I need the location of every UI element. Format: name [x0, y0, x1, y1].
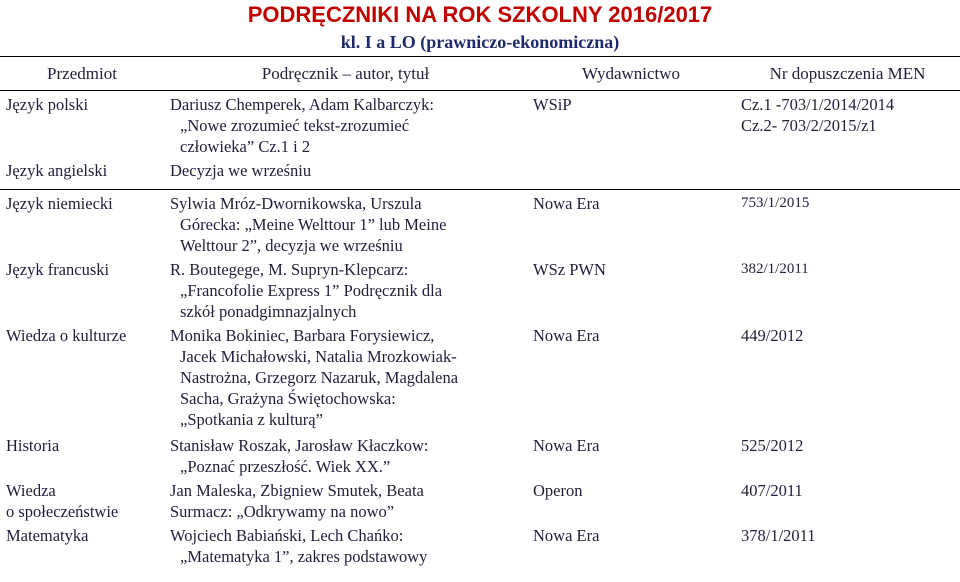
number-line: Cz.1 -703/1/2014/2014	[741, 95, 895, 114]
number-line: Cz.2- 703/2/2015/z1	[741, 116, 877, 135]
table-row	[0, 432, 960, 477]
subject-cell: Historia	[6, 435, 60, 455]
table-row	[0, 256, 960, 322]
book-line: „Matematyka 1”, zakres podstawowy	[180, 546, 428, 566]
subject-cell: Matematyka	[6, 525, 89, 545]
number-cell: 378/1/2011	[741, 525, 816, 545]
book-line: „Francofolie Express 1” Podręcznik dla	[180, 280, 443, 300]
table-row	[0, 322, 960, 432]
number-cell: 753/1/2015	[741, 194, 810, 211]
book-cell	[164, 477, 527, 522]
book-line: Nastrożna, Grzegorz Nazaruk, Magdalena	[180, 367, 459, 387]
publisher-cell: WSz PWN	[533, 259, 606, 279]
subject-line: o społeczeństwie	[6, 501, 119, 521]
header-number: Nr dopuszczenia MEN	[735, 57, 960, 91]
book-line: „Spotkania z kulturą”	[180, 409, 323, 429]
subject-cell	[0, 477, 164, 522]
book-line: „Poznać przeszłość. Wiek XX.”	[180, 456, 391, 476]
book-line: człowieka” Cz.1 i 2	[180, 137, 311, 156]
publisher-cell: Nowa Era	[533, 525, 600, 545]
header-publisher: Wydawnictwo	[527, 57, 735, 91]
class-subtitle: kl. I a LO (prawniczo-ekonomiczna)	[340, 32, 620, 52]
page-title: PODRĘCZNIKI NA ROK SZKOLNY 2016/2017	[247, 2, 713, 27]
subject-cell: Wiedza o kulturze	[6, 325, 127, 345]
book-line: Sacha, Grażyna Świętochowska:	[180, 388, 396, 408]
table-row	[0, 189, 960, 256]
book-cell	[164, 322, 527, 432]
book-line: „Nowe zrozumieć tekst-zrozumieć	[180, 116, 410, 135]
table-row	[0, 157, 960, 189]
number-cell: 407/2011	[741, 480, 803, 500]
book-cell	[164, 522, 527, 567]
book-line: Sylwia Mróz-Dwornikowska, Urszula	[170, 193, 422, 213]
table-row	[0, 522, 960, 567]
subject-line: Wiedza	[6, 480, 56, 500]
book-line: Górecka: „Meine Welttour 1” lub Meine	[180, 214, 447, 234]
publisher-cell	[527, 157, 735, 189]
book-line: R. Boutegege, M. Supryn-Klepcarz:	[170, 259, 409, 279]
header-book: Podręcznik – autor, tytuł	[164, 57, 527, 91]
publisher-cell: Nowa Era	[533, 325, 600, 345]
book-cell	[164, 432, 527, 477]
subject-cell: Język angielski	[0, 157, 164, 189]
book-line: Welttour 2”, decyzja we wrześniu	[180, 235, 403, 255]
textbook-table	[0, 56, 960, 567]
header-subject: Przedmiot	[0, 57, 164, 91]
subject-cell: Język polski	[6, 95, 89, 114]
book-line: szkół ponadgimnazjalnych	[180, 301, 357, 321]
book-line: Dariusz Chemperek, Adam Kalbarczyk:	[170, 95, 434, 114]
subject-cell: Język niemiecki	[6, 193, 113, 213]
book-line: Jan Maleska, Zbigniew Smutek, Beata	[170, 480, 424, 500]
publisher-cell: Operon	[533, 480, 583, 500]
book-line: Wojciech Babiański, Lech Chańko:	[170, 525, 404, 545]
book-line: Monika Bokiniec, Barbara Forysiewicz,	[170, 325, 435, 345]
number-cell: 525/2012	[741, 435, 804, 455]
book-cell: Decyzja we wrześniu	[164, 157, 527, 189]
publisher-cell: Nowa Era	[533, 435, 600, 455]
number-cell	[735, 157, 960, 189]
book-cell	[164, 91, 527, 158]
table-header-row	[0, 57, 960, 91]
book-line: Stanisław Roszak, Jarosław Kłaczkow:	[170, 435, 429, 455]
book-cell	[164, 256, 527, 322]
subject-cell: Język francuski	[6, 259, 110, 279]
table-row	[0, 477, 960, 522]
number-cell	[735, 91, 960, 158]
book-line: Surmacz: „Odkrywamy na nowo”	[170, 501, 395, 521]
publisher-cell: Nowa Era	[533, 193, 600, 213]
number-cell: 449/2012	[741, 325, 804, 345]
book-line: Jacek Michałowski, Natalia Mrozkowiak-	[180, 346, 457, 366]
table-row	[0, 91, 960, 158]
book-cell	[164, 189, 527, 256]
number-cell: 382/1/2011	[741, 260, 809, 277]
publisher-cell: WSiP	[533, 95, 572, 114]
